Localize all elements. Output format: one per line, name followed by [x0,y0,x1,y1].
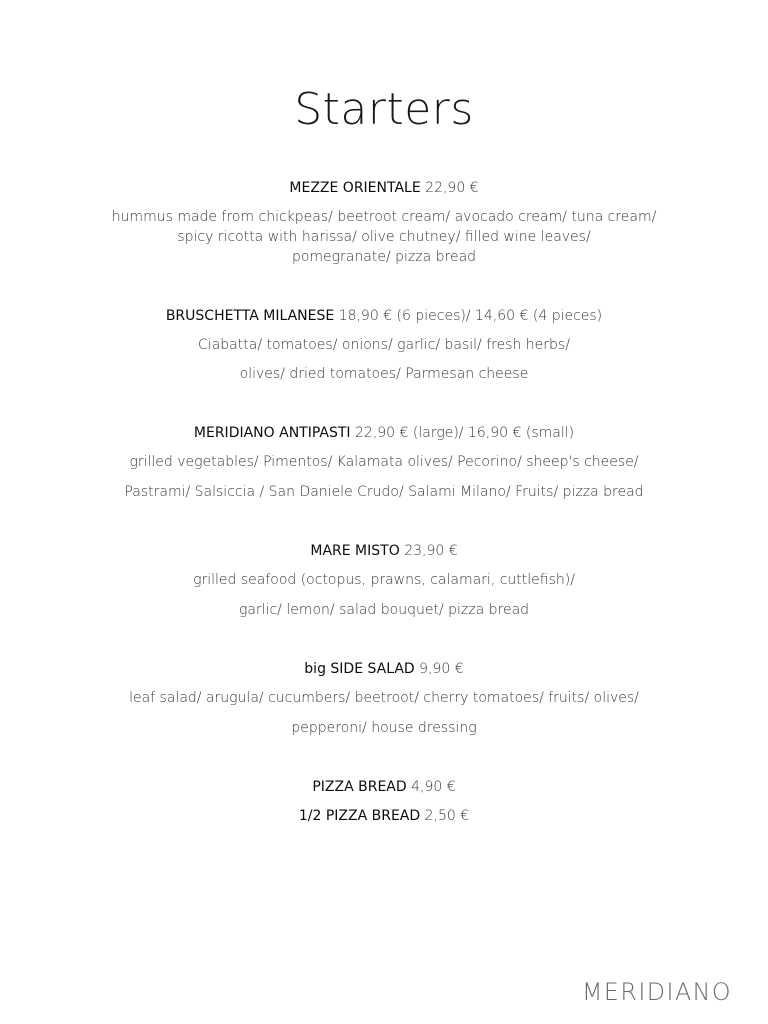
item-name: big SIDE SALAD [304,661,415,677]
item-name: 1/2 PIZZA BREAD [298,808,421,824]
item-description: pepperoni/ house dressing [291,720,477,736]
item-price: 23,90 € [404,543,458,559]
item-price: 4,90 € [411,779,456,795]
menu-item-heading [0,178,768,198]
item-description: spicy ricotta with harissa/ olive chutney/ filled wine leaves/ [177,229,591,245]
menu-item-heading [0,541,768,561]
item-price: 22,90 € [425,180,479,196]
item-description: garlic/ lemon/ salad bouquet/ pizza bread [238,602,530,618]
item-name: PIZZA BREAD [312,779,407,795]
item-name: BRUSCHETTA MILANESE [165,308,335,324]
menu-item-heading [0,806,768,826]
item-name: MARE MISTO [310,543,400,559]
item-price: 22,90 € (large)/ 16,90 € (small) [355,425,575,441]
item-description: olives/ dried tomatoes/ Parmesan cheese [239,366,529,382]
item-price: 2,50 € [424,808,470,824]
item-name: MEZZE ORIENTALE [289,180,421,196]
item-description: Pastrami/ Salsiccia / San Daniele Crudo/ Salami Milano/ Fruits/ pizza bread [124,484,644,500]
menu-item-heading [0,777,768,797]
menu-item-heading [0,423,768,443]
item-price: 18,90 € (6 pieces)/ 14,60 € (4 pieces) [338,308,603,324]
item-description: Ciabatta/ tomatoes/ onions/ garlic/ basil/ fresh herbs/ [198,337,570,353]
item-name: MERIDIANO ANTIPASTI [193,425,351,441]
item-description: hummus made from chickpeas/ beetroot cream/ avocado cream/ tuna cream/ [111,209,657,225]
meridiano-logo [582,974,734,1008]
item-price: 9,90 € [419,661,464,677]
item-description: pomegranate/ pizza bread [291,249,477,265]
menu-item-heading [0,306,768,326]
item-description: leaf salad/ arugula/ cucumbers/ beetroot/ cherry tomatoes/ fruits/ olives/ [129,690,639,706]
page-title: Starters [294,84,474,135]
item-description: grilled vegetables/ Pimentos/ Kalamata olives/ Pecorino/ sheep's cheese/ [129,454,639,470]
menu-item-heading [0,659,768,679]
logo-text: MERIDIANO [582,978,732,1006]
item-description: grilled seafood (octopus, prawns, calamari, cuttlefish)/ [193,572,575,588]
